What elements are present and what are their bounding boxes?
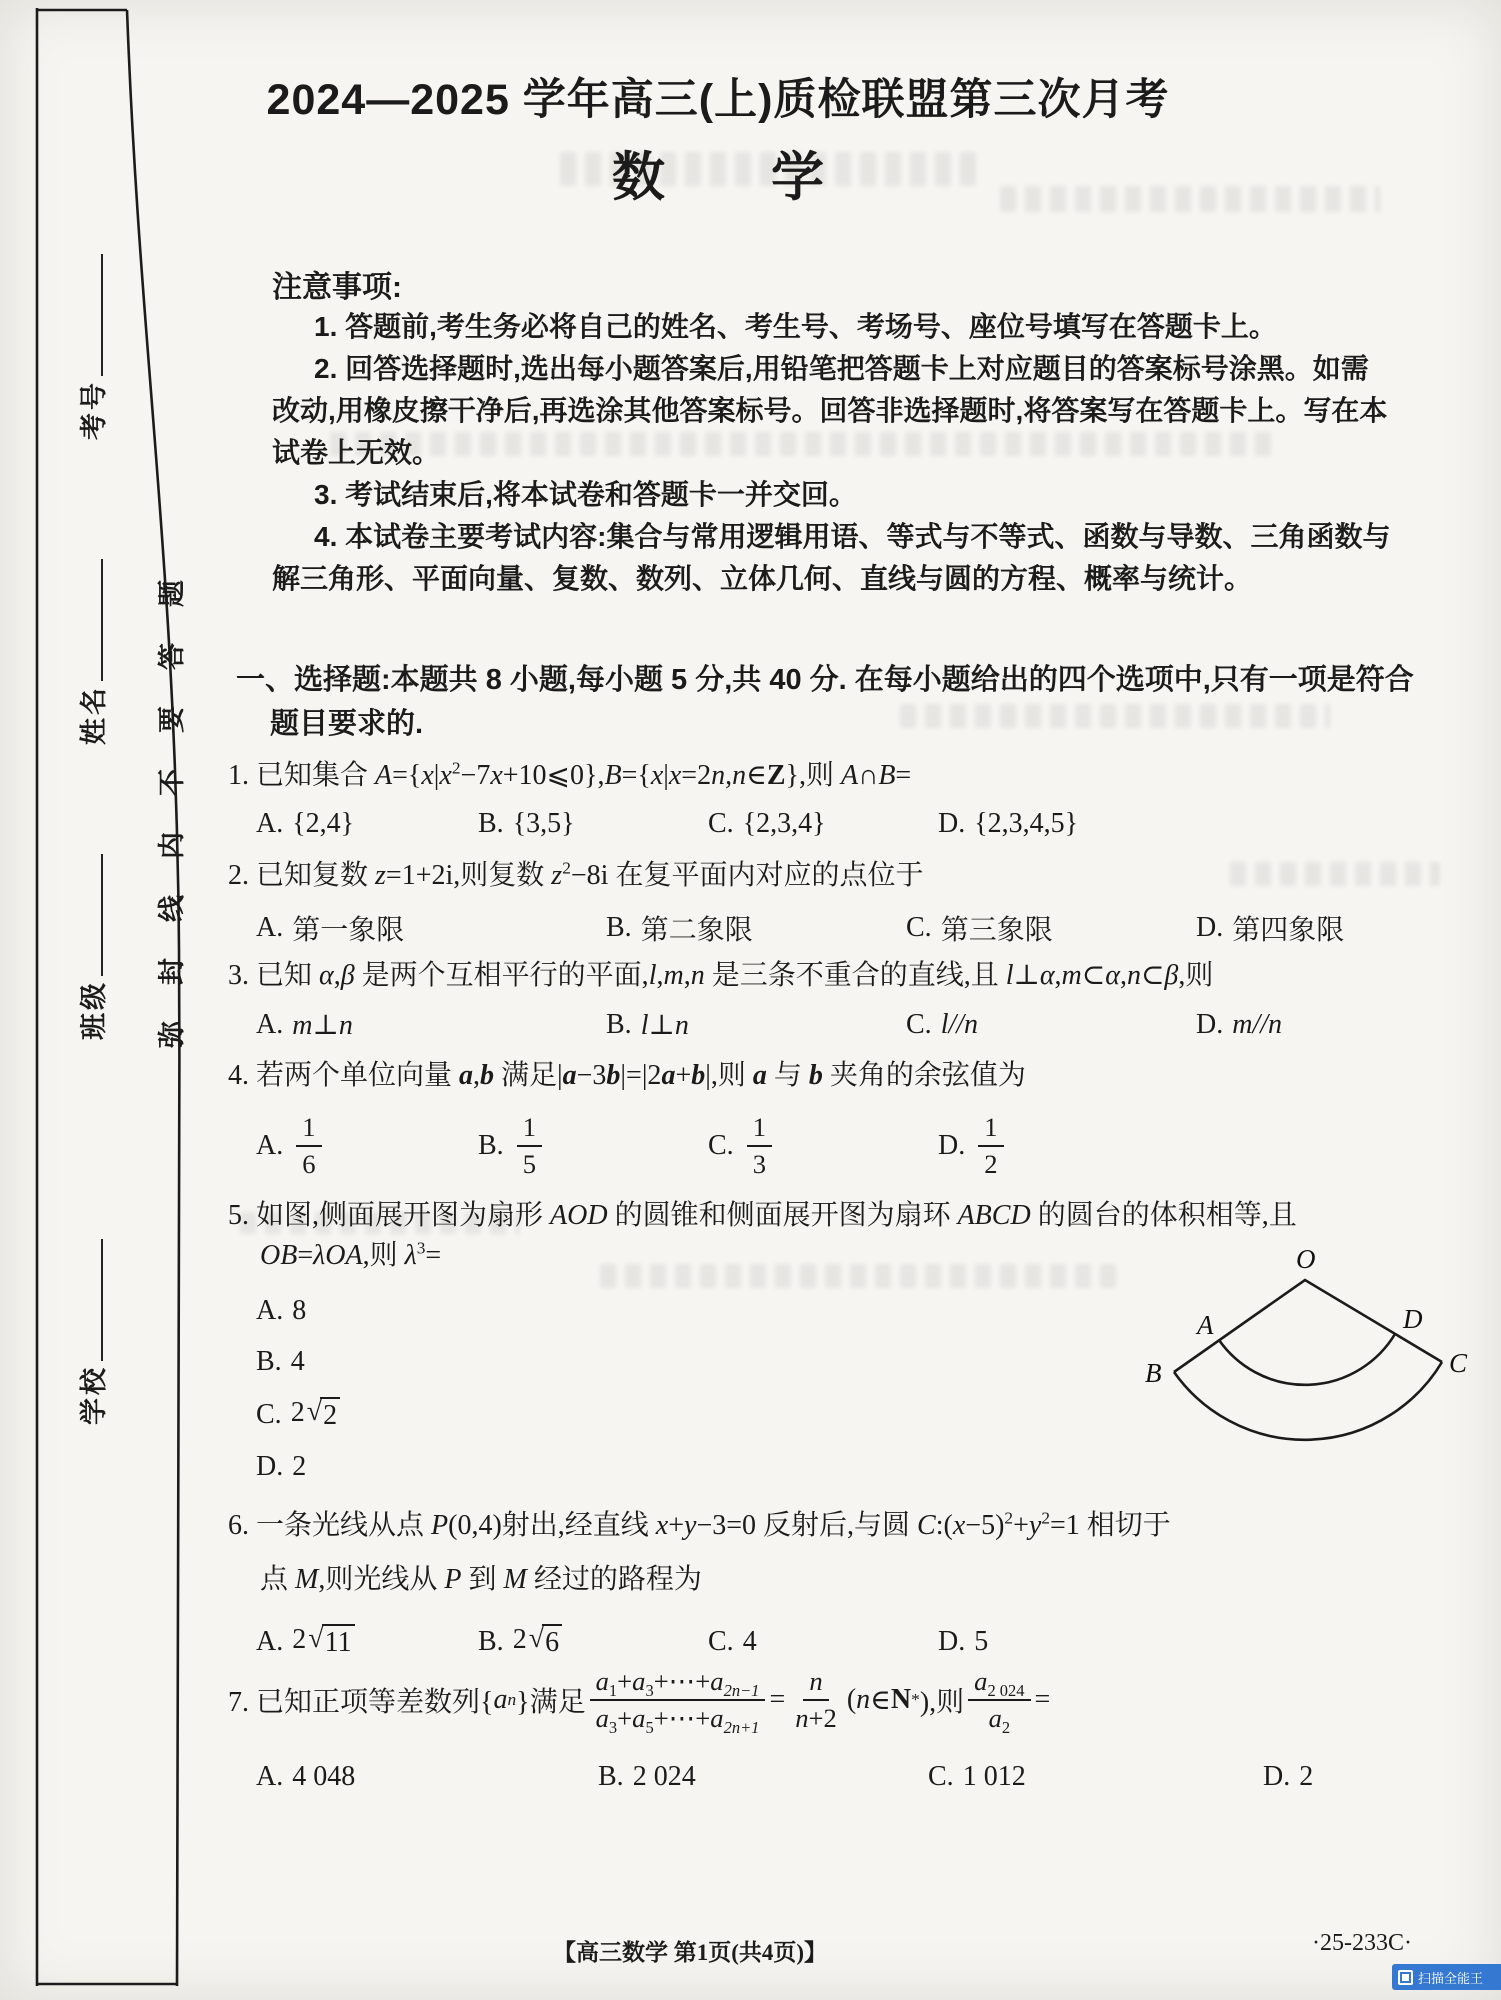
option-b: B. 第二象限: [606, 912, 753, 946]
option-a: A. 2 √ 11: [256, 1624, 478, 1659]
option-a: A. 4 048: [256, 1760, 356, 1792]
option-d: D. $\frac{1}{2}$: [938, 1112, 1480, 1181]
option-b: B. 2 √ 6: [478, 1624, 708, 1659]
options-row: [228, 1761, 1480, 1793]
subject-title: 数 学: [612, 148, 824, 207]
margin-field-class: [72, 854, 111, 1040]
option-d: D. 5: [938, 1625, 989, 1657]
section-heading-line2: 题目要求的.: [270, 708, 424, 740]
margin-field-label: 考号: [79, 380, 109, 440]
options-row: [228, 908, 1480, 948]
figure-label-C: C: [1449, 1348, 1468, 1378]
margin-field-school: [72, 1239, 111, 1425]
option-c: C. 第三象限: [906, 912, 1053, 946]
footer-page-info: 【高三数学 第1页(共4页)】: [552, 1940, 828, 1965]
notice-item-4: 4. 本试卷主要考试内容:集合与常用逻辑用语、等式与不等式、函数与导数、三角函数与解三角形、平面向量、复数、数列、立体几何、直线与圆的方程、概率与统计。: [272, 521, 1391, 594]
question-stem: 2. 已知复数 z=1+2i,则复数 $z^2-8i$ 在复平面内对应的点位于: [228, 858, 924, 891]
figure-label-O: O: [1296, 1244, 1316, 1274]
options-row: [228, 1624, 1480, 1659]
options-row: [228, 808, 1480, 840]
option-d: D. 2: [1263, 1760, 1314, 1792]
notice-item-1: 1. 答题前,考生务必将自己的姓名、考生号、考场号、座位号填写在答题卡上。: [314, 311, 1277, 342]
option-c: C. $\frac{1}{3}$: [708, 1112, 938, 1181]
section-heading: [236, 658, 1480, 746]
question-stem-line2: OB=λOA,则 $\lambda^3=$: [260, 1238, 442, 1271]
footer-paper-code: ·25-233C·: [1312, 1930, 1412, 1956]
margin-field-name: [72, 559, 111, 745]
question-stem: 4. 若两个单位向量 a,b 满足|a−3b|=|2a+b|,则 a 与 b 夹角的余弦值为: [228, 1060, 1026, 1091]
seal-text: 弥封线内不要答题: [157, 544, 187, 1048]
option-a: A. $\frac{1}{6}$: [256, 1112, 478, 1181]
notice-item-3: 3. 考试结束后,将本试卷和答题卡一并交回。: [314, 479, 857, 510]
question-stem: 3. 已知 α,β 是两个互相平行的平面,l,m,n 是三条不重合的直线,且 l⊥α,m⊂α,n⊂β,则: [228, 960, 1214, 991]
options-row: [228, 1008, 1480, 1042]
figure-label-D: D: [1403, 1304, 1423, 1334]
fill-in-line: [74, 254, 103, 376]
margin-field-label: 姓名: [79, 685, 109, 745]
option-d: D. m//n: [1196, 1009, 1283, 1040]
option-a: A. 8: [256, 1295, 307, 1326]
notice-heading: 注意事项:: [272, 271, 402, 304]
fill-in-line: [74, 559, 103, 681]
option-a: A. {2,4}: [256, 808, 355, 839]
option-b: B. {3,5}: [478, 808, 575, 839]
scanner-watermark-label: 扫描全能王: [1418, 1970, 1484, 1986]
option-b: B. l⊥n: [606, 1009, 689, 1041]
figure-label-A: A: [1197, 1310, 1214, 1340]
question-stem: 5. 如图,侧面展开图为扇形 AOD 的圆锥和侧面展开图为扇环 ABCD 的圆台的体积相等,且: [228, 1200, 1297, 1231]
option-c: C. l//n: [906, 1009, 979, 1040]
header: [228, 66, 1208, 211]
option-c: C. 2 √ 2: [228, 1397, 1480, 1432]
option-a: A. 第一象限: [256, 912, 405, 946]
option-b: B. 4: [256, 1346, 305, 1377]
cone-net-figure: [985, 1238, 1485, 1528]
option-c: C. {2,3,4}: [708, 808, 826, 839]
question-4: [228, 1056, 1480, 1181]
scanner-icon: [1398, 1970, 1413, 1985]
fill-in-line: [74, 854, 103, 976]
notice-list: [272, 306, 1392, 600]
question-stem: 6. 一条光线从点 P(0,4)射出,经直线 x+y−3=0 反射后,与圆 $C:(x-5)^2+y^2=1$ 相切于: [228, 1508, 1171, 1541]
figure-label-B: B: [1145, 1358, 1162, 1388]
section-heading-line1: 一、选择题:本题共 8 小题,每小题 5 分,共 40 分. 在每小题给出的四个选项中,只有一项是符合: [236, 664, 1414, 696]
option-d: D. 2: [256, 1451, 307, 1482]
question-6: [228, 1506, 1480, 1659]
options-row: [228, 1112, 1480, 1181]
question-1: [228, 756, 1480, 840]
margin-field-exam-number: [72, 254, 111, 440]
option-c: C. 4: [708, 1625, 757, 1657]
option-a: A. m⊥n: [256, 1009, 353, 1041]
option-c: C. 1 012: [928, 1760, 1026, 1792]
question-2: [228, 856, 1480, 948]
option-b: B. $\frac{1}{5}$: [478, 1112, 708, 1181]
margin-field-label: 班级: [79, 980, 109, 1040]
question-stem-line2: 点 M,则光线从 P 到 M 经过的路程为: [260, 1564, 702, 1595]
margin-field-label: 学校: [79, 1365, 109, 1425]
notice-item-2: 2. 回答选择题时,选出每小题答案后,用铅笔把答题卡上对应题目的答案标号涂黑。如需改动,用橡皮擦干净后,再选涂其他答案标号。回答非选择题时,将答案写在答题卡上。写在本试卷上无效。: [272, 353, 1388, 468]
question-stem: 1. 已知集合 $A=\{x|x^2-7x+10⩽0\},B=\{x|x=2n,n\in Z\}$,则 A∩B=: [228, 758, 912, 791]
option-b: B. 2 024: [598, 1760, 696, 1792]
question-7: [228, 1666, 1480, 1793]
option-d: D. {2,3,4,5}: [938, 808, 1079, 839]
question-3: [228, 956, 1480, 1042]
scanner-watermark: [1392, 1964, 1501, 1990]
page-title: 2024—2025 学年高三(上)质检联盟第三次月考: [266, 76, 1170, 124]
option-d: D. 第四象限: [1196, 912, 1345, 946]
question-stem: 7. 已知正项等差数列{ a n }满足 $\frac{a_1+a_3+\cdots+a_{2n-1}}{a_3+a_5+\cdots+a_{2n+1}}$ = $\frac{n}{n+2}$ ( n ∈ N * ),则 $\frac{a_{2 024}}{a_2}$ =: [228, 1666, 1051, 1738]
fill-in-line: [74, 1239, 103, 1361]
